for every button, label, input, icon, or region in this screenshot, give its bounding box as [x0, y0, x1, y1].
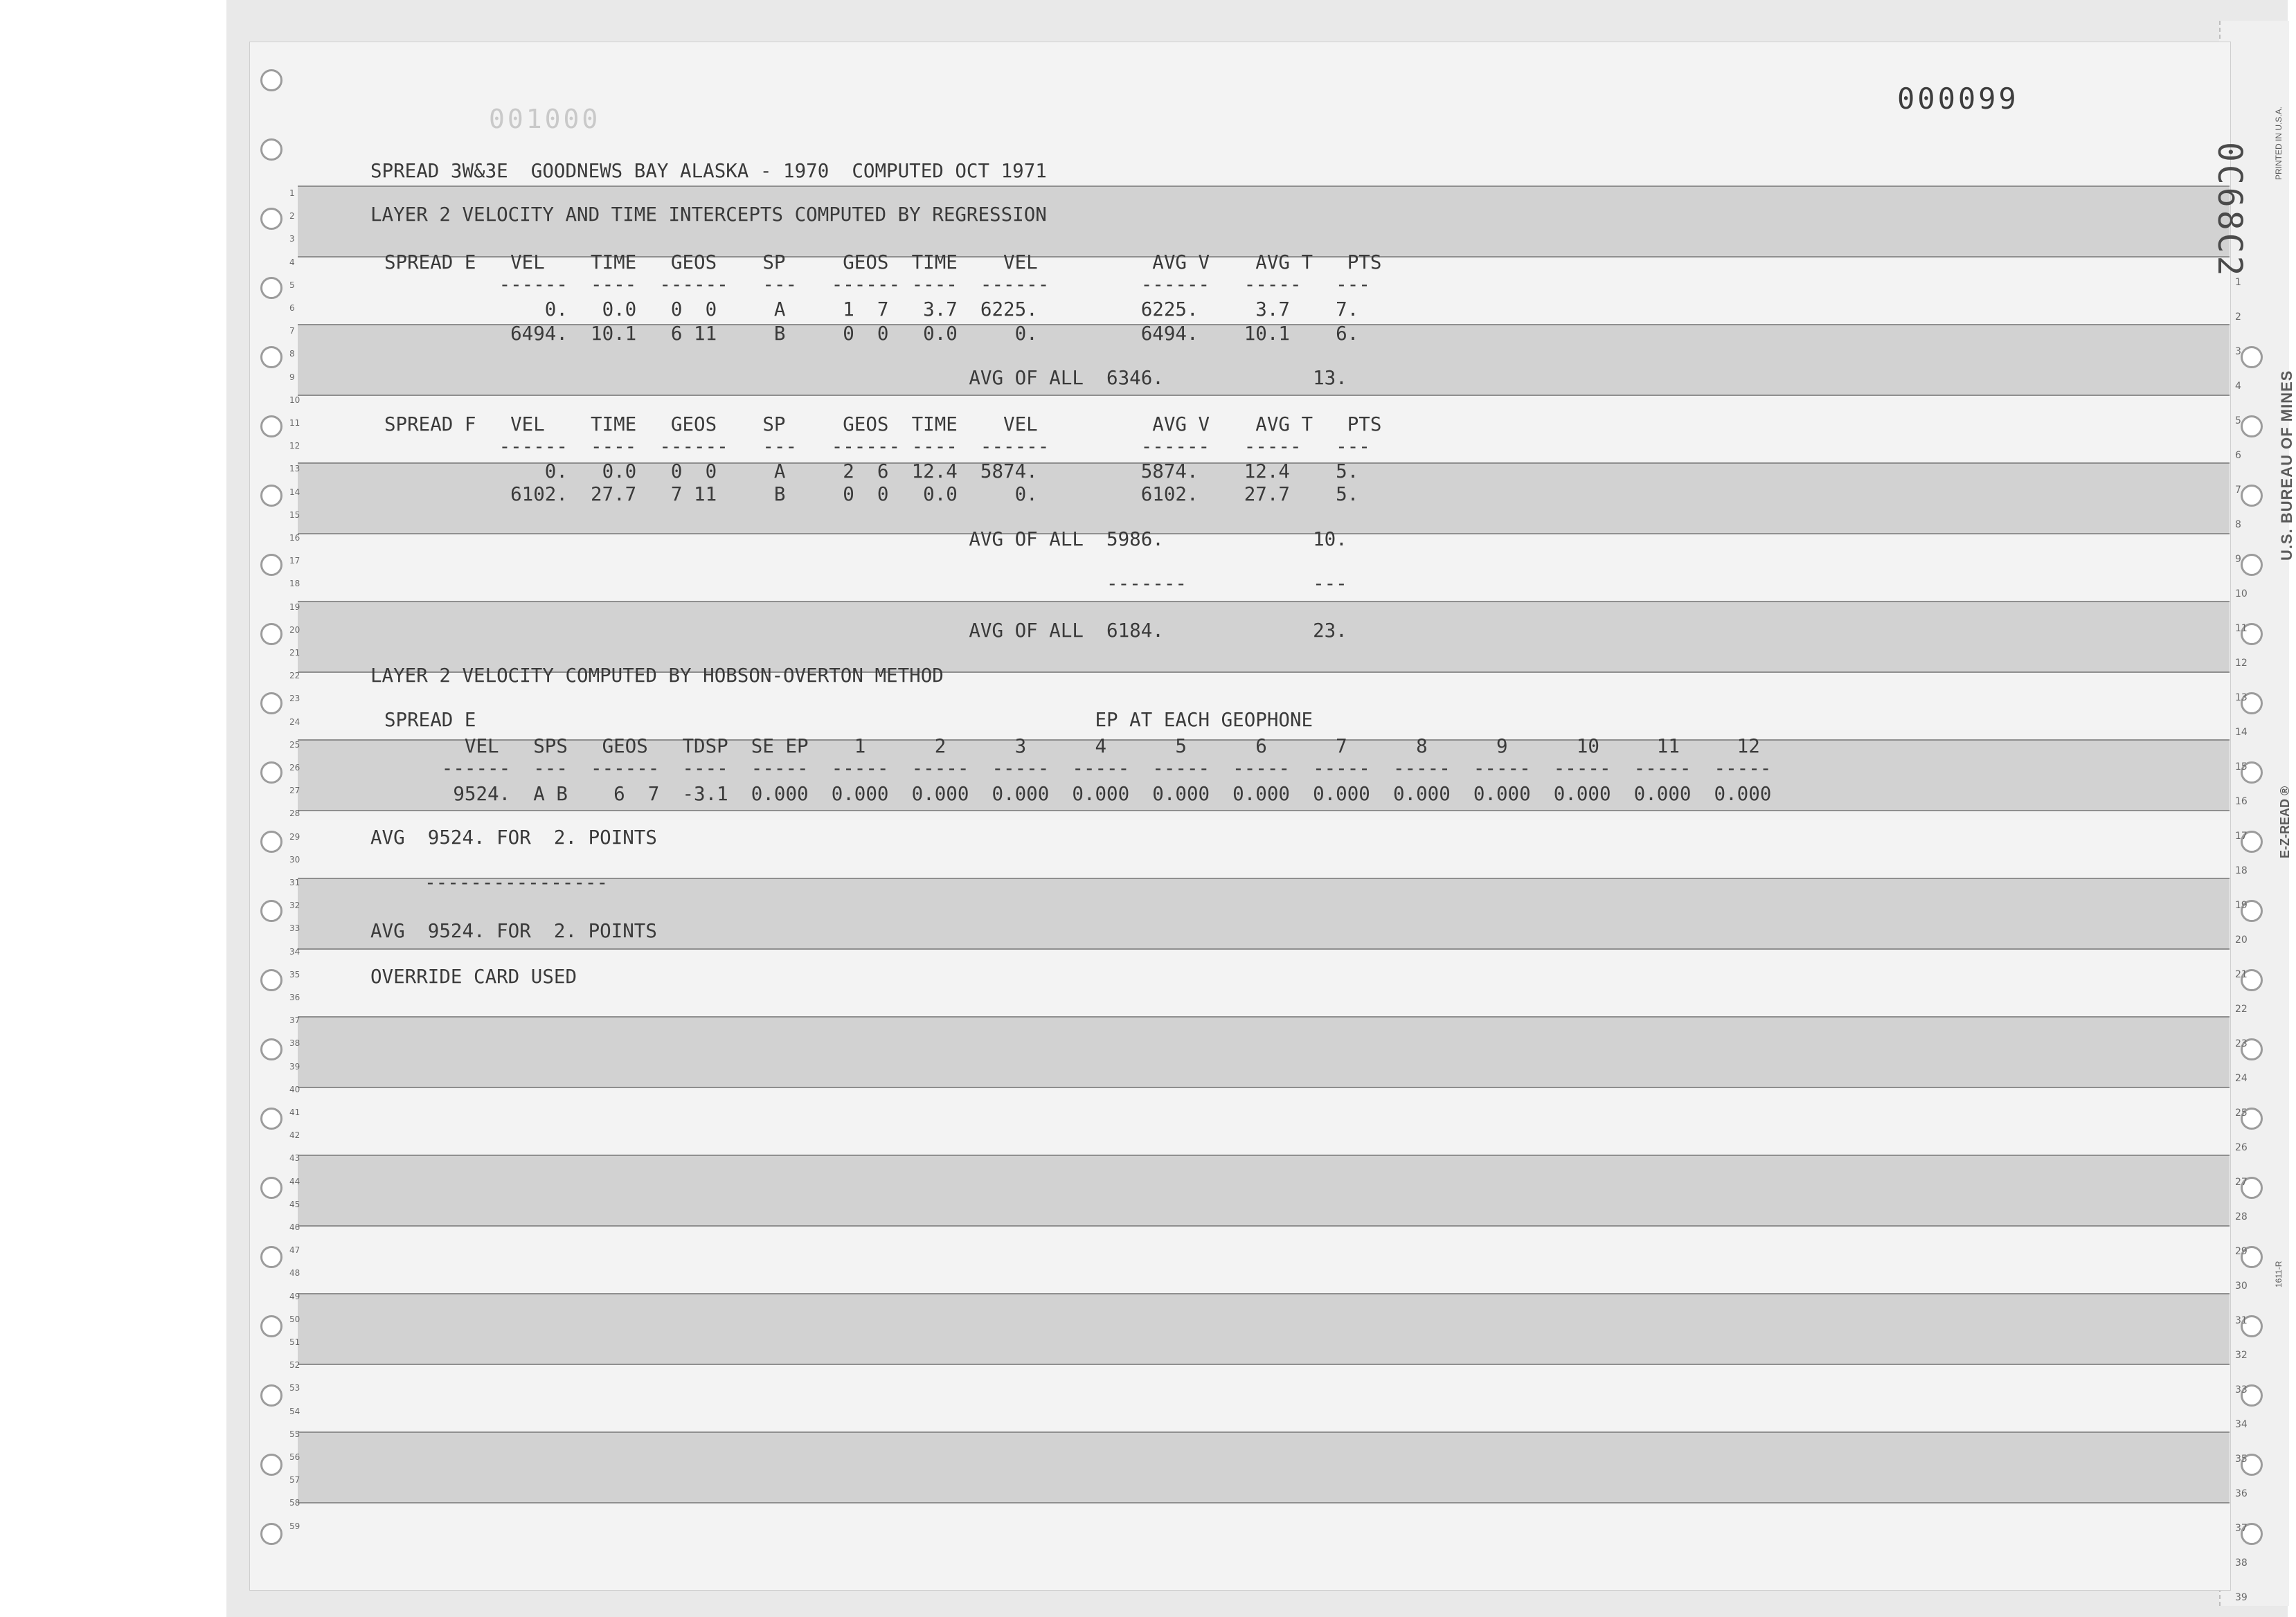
line-number: 42: [289, 1130, 301, 1141]
line-number: 38: [2235, 1557, 2248, 1569]
line-number: 2: [2235, 311, 2241, 323]
report-line: LAYER 2 VELOCITY COMPUTED BY HOBSON-OVERTON METHOD: [370, 665, 944, 687]
feed-hole: [260, 1038, 282, 1060]
feed-hole: [260, 69, 282, 91]
line-number: 14: [2235, 727, 2248, 738]
line-number: 13: [2235, 692, 2248, 703]
feed-hole: [260, 208, 282, 230]
line-number: 44: [289, 1176, 301, 1186]
feed-hole: [260, 1523, 282, 1545]
line-number: 39: [2235, 1592, 2248, 1603]
report-line: AVG OF ALL 6346. 13.: [384, 367, 1347, 389]
line-number: 28: [289, 808, 301, 819]
feed-hole: [260, 138, 282, 161]
report-line: 0. 0.0 0 0 A 1 7 3.7 6225. 6225. 3.7 7.: [384, 298, 1359, 320]
feed-hole: [2241, 485, 2263, 507]
report-line: VEL SPS GEOS TDSP SE EP 1 2 3 4 5 6 7 8 9 10 11 12: [384, 735, 1760, 757]
report-line: 9524. A B 6 7 -3.1 0.000 0.000 0.000 0.000 0.000 0.000 0.000 0.000 0.000 0.000 0.000 0.000 0.000: [384, 783, 1772, 805]
feed-hole: [2241, 554, 2263, 576]
line-number: 57: [289, 1475, 301, 1485]
report-line: ------ ---- ------ --- ------ ---- ------ ------ ----- ---: [384, 435, 1370, 458]
form-number-label: 1611-R: [2274, 1261, 2284, 1288]
line-number: 23: [289, 694, 301, 704]
line-number: 23: [2235, 1038, 2248, 1049]
line-number: 20: [289, 624, 301, 635]
feed-hole: [260, 1384, 282, 1407]
line-number: 28: [2235, 1211, 2248, 1222]
line-number: 25: [289, 739, 301, 750]
report-line: 6494. 10.1 6 11 B 0 0 0.0 0. 6494. 10.1 6.: [384, 323, 1359, 345]
report-line: AVG OF ALL 5986. 10.: [384, 528, 1347, 550]
line-number: 11: [2235, 623, 2248, 634]
line-number: 39: [289, 1061, 301, 1072]
line-number: 21: [289, 648, 301, 658]
line-number: 33: [289, 923, 301, 934]
feed-hole: [260, 623, 282, 645]
line-number: 31: [2235, 1315, 2248, 1326]
line-number: 47: [289, 1245, 301, 1256]
feed-hole: [260, 692, 282, 714]
report-line: ------ ---- ------ --- ------ ---- ------ ------ ----- ---: [384, 273, 1370, 296]
line-number: 12: [2235, 658, 2248, 669]
line-number: 18: [2235, 865, 2248, 876]
line-number: 41: [289, 1108, 301, 1117]
line-number: 52: [289, 1360, 301, 1371]
line-number: 35: [289, 969, 301, 979]
report-line: SPREAD F VEL TIME GEOS SP GEOS TIME VEL AVG V AVG T PTS: [384, 413, 1382, 435]
report-line: ------- ---: [384, 572, 1347, 595]
line-number: 26: [289, 763, 301, 773]
line-number: 17: [2235, 831, 2248, 842]
line-number: 8: [289, 349, 295, 359]
line-number: 59: [289, 1521, 301, 1531]
line-number: 5: [2235, 415, 2241, 426]
line-number: 16: [2235, 796, 2248, 807]
feed-hole: [260, 554, 282, 576]
report-line: 6102. 27.7 7 11 B 0 0 0.0 0. 6102. 27.7 5.: [384, 483, 1359, 505]
line-number: 3: [2235, 346, 2241, 357]
line-number: 19: [289, 602, 301, 612]
greenbar-band: [298, 1155, 2230, 1227]
line-number: 26: [2235, 1142, 2248, 1153]
line-number: 34: [289, 946, 301, 957]
line-number: 58: [289, 1498, 301, 1508]
line-number: 36: [289, 993, 301, 1002]
feed-hole: [260, 900, 282, 922]
document-id-stamp: 0C68C2: [2210, 142, 2249, 279]
bureau-of-mines-label: U.S. BUREAU OF MINES: [2278, 370, 2295, 561]
feed-hole: [260, 969, 282, 991]
line-number: 38: [289, 1038, 301, 1049]
line-number: 6: [289, 303, 295, 313]
line-number: 15: [289, 509, 301, 520]
line-number: 1: [2235, 277, 2241, 288]
report-line: AVG OF ALL 6184. 23.: [384, 620, 1347, 642]
ghost-page-number: 001000: [489, 104, 601, 134]
feed-hole: [260, 1315, 282, 1337]
line-number: 22: [289, 671, 301, 681]
line-number: 13: [289, 464, 301, 474]
report-line: AVG 9524. FOR 2. POINTS: [370, 920, 657, 942]
report-line: SPREAD E EP AT EACH GEOPHONE: [384, 709, 1313, 731]
line-number: 54: [289, 1406, 301, 1416]
line-number: 29: [289, 831, 301, 842]
line-number: 19: [2235, 900, 2248, 911]
line-number: 8: [2235, 519, 2241, 530]
ez-read-label: E-Z-READ ®: [2278, 786, 2292, 858]
line-number: 31: [289, 878, 301, 887]
line-number: 9: [2235, 554, 2241, 565]
line-number: 53: [289, 1383, 301, 1393]
line-number: 49: [289, 1291, 301, 1301]
report-line: ----------------: [402, 871, 609, 894]
report-line: SPREAD 3W&3E GOODNEWS BAY ALASKA - 1970 COMPUTED OCT 1971: [370, 160, 1047, 182]
greenbar-band: [298, 1293, 2230, 1365]
line-number: 7: [289, 326, 295, 336]
line-number: 36: [2235, 1488, 2248, 1499]
line-number: 33: [2235, 1384, 2248, 1395]
feed-hole: [260, 415, 282, 437]
line-number: 3: [289, 234, 295, 244]
line-number: 10: [2235, 588, 2248, 599]
feed-hole: [2241, 415, 2263, 437]
line-number: 9: [289, 372, 295, 382]
line-number: 17: [289, 556, 301, 566]
line-number: 29: [2235, 1246, 2248, 1257]
line-number: 37: [289, 1015, 301, 1026]
line-number: 55: [289, 1429, 301, 1439]
line-number: 37: [2235, 1523, 2248, 1534]
line-number: 18: [289, 579, 301, 589]
line-number: 48: [289, 1268, 301, 1279]
line-number: 35: [2235, 1454, 2248, 1465]
report-line: SPREAD E VEL TIME GEOS SP GEOS TIME VEL AVG V AVG T PTS: [384, 251, 1382, 273]
feed-hole: [260, 1454, 282, 1476]
line-number: 4: [2235, 381, 2241, 392]
feed-hole: [260, 1108, 282, 1130]
feed-hole: [260, 831, 282, 853]
feed-hole: [260, 1246, 282, 1268]
line-number: 12: [289, 441, 301, 451]
line-number: 15: [2235, 761, 2248, 773]
report-line: LAYER 2 VELOCITY AND TIME INTERCEPTS COMPUTED BY REGRESSION: [370, 204, 1047, 226]
line-number: 21: [2235, 969, 2248, 980]
line-number: 43: [289, 1153, 301, 1164]
feed-hole: [260, 761, 282, 784]
line-number: 32: [289, 901, 301, 911]
line-number: 5: [289, 280, 295, 290]
line-number: 16: [289, 533, 301, 543]
line-number: 25: [2235, 1108, 2248, 1119]
printed-in-usa-label: PRINTED IN U.S.A.: [2274, 106, 2284, 180]
line-number: 56: [289, 1452, 301, 1462]
line-number: 6: [2235, 450, 2241, 461]
feed-hole: [2241, 346, 2263, 368]
page-number: 000099: [1897, 82, 2019, 116]
line-number: 20: [2235, 934, 2248, 946]
report-line: 0. 0.0 0 0 A 2 6 12.4 5874. 5874. 12.4 5.: [384, 460, 1359, 482]
line-number: 2: [289, 211, 295, 222]
line-number: 4: [289, 257, 295, 267]
report-line: OVERRIDE CARD USED: [370, 966, 577, 988]
line-number: 30: [2235, 1281, 2248, 1292]
line-number: 30: [289, 854, 301, 865]
line-number: 32: [2235, 1350, 2248, 1361]
feed-hole: [260, 277, 282, 299]
line-number: 40: [289, 1084, 301, 1094]
line-number: 27: [289, 786, 301, 796]
feed-hole: [260, 346, 282, 368]
line-number: 7: [2235, 485, 2241, 496]
line-number: 24: [2235, 1073, 2248, 1084]
line-number: 50: [289, 1314, 301, 1324]
line-number: 11: [289, 418, 301, 428]
line-number: 10: [289, 395, 301, 405]
line-number: 46: [289, 1222, 301, 1232]
feed-hole: [260, 485, 282, 507]
line-number: 51: [289, 1337, 301, 1347]
line-number: 1: [289, 188, 295, 198]
line-number: 45: [289, 1199, 301, 1209]
report-line: ------ --- ------ ---- ----- ----- ----- ----- ----- ----- ----- ----- ----- ----- ----- ----- -----: [384, 757, 1772, 779]
line-number: 14: [289, 487, 301, 497]
line-number: 27: [2235, 1177, 2248, 1188]
greenbar-band: [298, 1016, 2230, 1088]
line-number: 24: [289, 716, 301, 727]
line-number: 34: [2235, 1419, 2248, 1430]
line-number: 22: [2235, 1004, 2248, 1015]
greenbar-band: [298, 1431, 2230, 1503]
report-line: AVG 9524. FOR 2. POINTS: [370, 826, 657, 849]
feed-hole: [260, 1177, 282, 1199]
